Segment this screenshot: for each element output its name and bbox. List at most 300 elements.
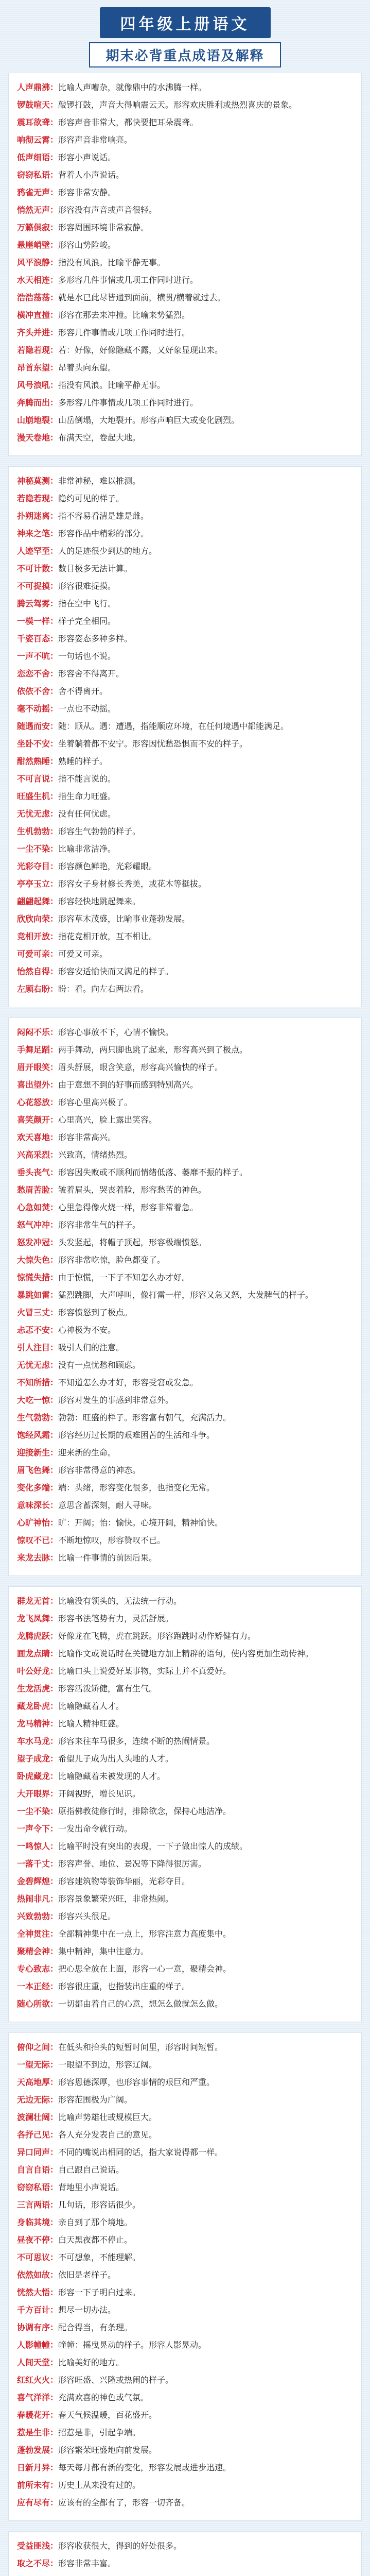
idiom-definition: 形容范围极为广阔。 bbox=[58, 2095, 133, 2105]
idiom-entry bbox=[17, 842, 353, 856]
idiom-term: 金碧辉煌： bbox=[17, 1876, 59, 1886]
idiom-entry bbox=[17, 492, 353, 505]
idiom-term: 龙飞凤舞： bbox=[17, 1614, 59, 1623]
idiom-term: 喜出望外： bbox=[17, 1080, 59, 1090]
idiom-entry bbox=[17, 2285, 353, 2299]
idiom-term: 欢天喜地： bbox=[17, 1132, 59, 1142]
idiom-term: 自言自语： bbox=[17, 2165, 59, 2175]
idiom-term: 全神贯注： bbox=[17, 1929, 59, 1939]
idiom-entry bbox=[17, 115, 353, 129]
idiom-entry bbox=[17, 1717, 353, 1731]
idiom-term: 手舞足蹈： bbox=[17, 1045, 59, 1055]
idiom-term: 怒发冲冠： bbox=[17, 1238, 59, 1247]
idiom-definition: 形容女子身材修长秀美，或花木等挺拔。 bbox=[58, 879, 207, 889]
idiom-definition: 各人充分发表自己的意见。 bbox=[58, 2130, 157, 2140]
idiom-definition: 全部精神集中在一点上，形容注意力高度集中。 bbox=[58, 1929, 232, 1939]
idiom-term: 春暖花开： bbox=[17, 2410, 59, 2420]
idiom-term: 日新月异： bbox=[17, 2463, 59, 2472]
idiom-definition: 形容活泼矫健，富有生气。 bbox=[58, 1684, 157, 1693]
idiom-entry bbox=[17, 1025, 353, 1039]
idiom-term: 恍然大悟： bbox=[17, 2287, 59, 2297]
idiom-entry bbox=[17, 2215, 353, 2229]
idiom-definition: 没有任何忧虑。 bbox=[58, 809, 116, 819]
idiom-entry bbox=[17, 2426, 353, 2439]
idiom-section-2 bbox=[8, 466, 362, 1007]
idiom-term: 龙马精神： bbox=[17, 1719, 59, 1728]
idiom-entry bbox=[17, 1270, 353, 1284]
idiom-term: 一尘不染： bbox=[17, 1806, 59, 1816]
idiom-definition: 形容很庄重，也指装出庄重的样子。 bbox=[58, 1981, 190, 1991]
idiom-entry bbox=[17, 291, 353, 304]
idiom-section-3 bbox=[8, 1018, 362, 1576]
idiom-definition: 比喻隐藏着未被发现的人才。 bbox=[58, 1771, 166, 1781]
idiom-entry bbox=[17, 859, 353, 873]
idiom-term: 红红火火： bbox=[17, 2375, 59, 2385]
idiom-definition: 比喻人精神旺盛。 bbox=[58, 1719, 125, 1728]
idiom-definition: 形容建筑物等装饰华丽，光彩夺目。 bbox=[58, 1876, 190, 1886]
idiom-entry bbox=[17, 2355, 353, 2369]
idiom-entry bbox=[17, 98, 353, 112]
idiom-entry bbox=[17, 824, 353, 838]
idiom-definition: 不断地惊叹，形容赞叹不已。 bbox=[58, 1535, 166, 1545]
idiom-entry bbox=[17, 1130, 353, 1144]
idiom-entry bbox=[17, 2250, 353, 2264]
page-title: 四年级上册语文 bbox=[100, 7, 271, 38]
idiom-term: 垂头丧气： bbox=[17, 1167, 59, 1177]
idiom-entry bbox=[17, 1235, 353, 1249]
idiom-entry bbox=[17, 1752, 353, 1766]
idiom-term: 生机勃勃： bbox=[17, 826, 59, 836]
idiom-term: 天高地厚： bbox=[17, 2077, 59, 2087]
idiom-entry bbox=[17, 597, 353, 611]
idiom-entry bbox=[17, 185, 353, 199]
idiom-definition: 形容在那去来冲撞。比喻来势猛烈。 bbox=[58, 310, 190, 320]
idiom-definition: 形容经历过长期的艰难困苦的生活和斗争。 bbox=[58, 1430, 215, 1440]
idiom-entry bbox=[17, 2198, 353, 2212]
idiom-definition: 依旧是老样子。 bbox=[58, 2270, 116, 2280]
idiom-term: 火冒三丈： bbox=[17, 1308, 59, 1317]
idiom-entry bbox=[17, 1393, 353, 1407]
idiom-entry bbox=[17, 2128, 353, 2142]
idiom-term: 车水马龙： bbox=[17, 1736, 59, 1746]
idiom-definition: 意思含蓄深刻，耐人寻味。 bbox=[58, 1500, 157, 1510]
idiom-definition: 山岳倒塌，大地裂开。形容声响巨大或变化剧烈。 bbox=[58, 415, 240, 425]
idiom-term: 人间天堂： bbox=[17, 2358, 59, 2367]
idiom-entry bbox=[17, 632, 353, 646]
idiom-entry bbox=[17, 2443, 353, 2457]
idiom-term: 窃窃私语： bbox=[17, 2182, 59, 2192]
idiom-entry bbox=[17, 702, 353, 716]
idiom-definition: 兴致高，情绪热烈。 bbox=[58, 1150, 133, 1160]
idiom-entry bbox=[17, 80, 353, 94]
idiom-definition: 比喻美好的地方。 bbox=[58, 2358, 125, 2367]
idiom-definition: 比喻非常洁净。 bbox=[58, 844, 116, 854]
idiom-entry bbox=[17, 912, 353, 926]
idiom-definition: 原指佛教徒修行时，排除欲念，保持心地洁净。 bbox=[58, 1806, 232, 1816]
idiom-entry bbox=[17, 2040, 353, 2054]
idiom-term: 千方百计： bbox=[17, 2305, 59, 2315]
idiom-definition: 几句话，形容话很少。 bbox=[58, 2200, 141, 2210]
idiom-term: 一尘不染： bbox=[17, 844, 59, 854]
idiom-entry bbox=[17, 256, 353, 269]
idiom-definition: 指没有风浪。比喻平静无事。 bbox=[58, 258, 166, 267]
idiom-entry bbox=[17, 150, 353, 164]
idiom-definition: 一眼望不到边，形容辽阔。 bbox=[58, 2060, 157, 2070]
idiom-entry bbox=[17, 1533, 353, 1547]
idiom-entry bbox=[17, 221, 353, 234]
idiom-term: 受益匪浅： bbox=[17, 2541, 59, 2551]
idiom-definition: 两手舞动，两只脚也跳了起来，形容高兴到了极点。 bbox=[58, 1045, 248, 1055]
idiom-term: 画龙点睛： bbox=[17, 1649, 59, 1658]
idiom-definition: 迎来新的生命。 bbox=[58, 1448, 116, 1458]
idiom-entry bbox=[17, 1376, 353, 1389]
idiom-definition: 想尽一切办法。 bbox=[58, 2305, 116, 2315]
idiom-term: 异口同声： bbox=[17, 2147, 59, 2157]
idiom-definition: 比喻隐藏着人才。 bbox=[58, 1701, 125, 1711]
idiom-definition: 亲自到了那个境地。 bbox=[58, 2217, 133, 2227]
idiom-term: 应有尽有： bbox=[17, 2498, 59, 2507]
idiom-entry bbox=[17, 807, 353, 821]
idiom-entry bbox=[17, 1060, 353, 1074]
idiom-definition: 形容非常得意的神态。 bbox=[58, 1465, 141, 1475]
idiom-definition: 形容周围环境非常寂静。 bbox=[58, 223, 149, 232]
idiom-entry bbox=[17, 203, 353, 217]
idiom-entry bbox=[17, 2075, 353, 2089]
idiom-term: 可爱可亲： bbox=[17, 949, 59, 959]
idiom-term: 引人注目： bbox=[17, 1343, 59, 1352]
idiom-entry bbox=[17, 1113, 353, 1127]
idiom-definition: 比喻口头上说爱好某事物，实际上并不真爱好。 bbox=[58, 1666, 232, 1676]
idiom-entry bbox=[17, 1306, 353, 1319]
idiom-definition: 希望儿子成为出人头地的人才。 bbox=[58, 1754, 174, 1764]
idiom-term: 蓬勃发展： bbox=[17, 2445, 59, 2455]
idiom-definition: 由于意想不到的好事而感到特别高兴。 bbox=[58, 1080, 199, 1090]
idiom-definition: 由于惊慌，一下子不知怎么办才好。 bbox=[58, 1273, 190, 1282]
idiom-term: 三言两语： bbox=[17, 2200, 59, 2210]
idiom-entry bbox=[17, 1857, 353, 1871]
idiom-entry bbox=[17, 667, 353, 681]
idiom-term: 藏龙卧虎： bbox=[17, 1701, 59, 1711]
idiom-definition: 每天每月都有新的变化，形容发展或进步迅速。 bbox=[58, 2463, 232, 2472]
idiom-entry bbox=[17, 509, 353, 523]
idiom-entry bbox=[17, 273, 353, 287]
idiom-definition: 形容声音非常大，都快要把耳朵震聋。 bbox=[58, 117, 199, 127]
idiom-term: 饱经风霜： bbox=[17, 1430, 59, 1440]
idiom-entry bbox=[17, 2338, 353, 2352]
idiom-term: 兴高采烈： bbox=[17, 1150, 59, 1160]
idiom-term: 变化多端： bbox=[17, 1483, 59, 1493]
idiom-entry bbox=[17, 1411, 353, 1425]
idiom-entry bbox=[17, 378, 353, 392]
idiom-term: 一落千丈： bbox=[17, 1859, 59, 1869]
idiom-definition: 比喻平时没有突出的表现，一下子做出惊人的成绩。 bbox=[58, 1841, 248, 1851]
idiom-term: 忐忑不安： bbox=[17, 1325, 59, 1335]
idiom-term: 悬崖峭壁： bbox=[17, 240, 59, 250]
sections-container bbox=[8, 73, 362, 2576]
idiom-definition: 一点也不动摇。 bbox=[58, 704, 116, 714]
idiom-term: 卧虎藏龙： bbox=[17, 1771, 59, 1781]
idiom-definition: 形容心事放不下，心情不愉快。 bbox=[58, 1027, 174, 1037]
idiom-definition: 样子完全相同。 bbox=[58, 616, 116, 626]
idiom-term: 依然如故： bbox=[17, 2270, 59, 2280]
idiom-entry bbox=[17, 1664, 353, 1678]
idiom-entry bbox=[17, 308, 353, 322]
idiom-term: 腾云驾雾： bbox=[17, 599, 59, 608]
idiom-definition: 应该有的全都有了，形容一切齐备。 bbox=[58, 2498, 190, 2507]
idiom-term: 一鸣惊人： bbox=[17, 1841, 59, 1851]
idiom-term: 兴致勃勃： bbox=[17, 1911, 59, 1921]
idiom-entry bbox=[17, 1183, 353, 1197]
idiom-entry bbox=[17, 2303, 353, 2317]
idiom-term: 不可言说： bbox=[17, 774, 59, 784]
idiom-entry bbox=[17, 789, 353, 803]
idiom-term: 水天相连： bbox=[17, 275, 59, 285]
idiom-definition: 一切都由着自己的心意，想怎么做就怎么做。 bbox=[58, 1999, 223, 2009]
idiom-entry bbox=[17, 754, 353, 768]
idiom-term: 齐头并进： bbox=[17, 328, 59, 337]
idiom-entry bbox=[17, 1892, 353, 1906]
idiom-entry bbox=[17, 1979, 353, 1993]
idiom-entry bbox=[17, 133, 353, 147]
idiom-entry bbox=[17, 1682, 353, 1696]
idiom-definition: 不同的嘴说出相同的话，指大家说得都一样。 bbox=[58, 2147, 223, 2157]
idiom-section-4 bbox=[8, 1586, 362, 2022]
idiom-definition: 比喻作文或说话时在关键地方加上精辟的语句，使内容更加生动传神。 bbox=[58, 1649, 314, 1658]
idiom-term: 扑朔迷离： bbox=[17, 511, 59, 521]
idiom-definition: 招惹是非，引起争端。 bbox=[58, 2428, 141, 2437]
idiom-definition: 形容心里高兴极了。 bbox=[58, 1097, 133, 1107]
idiom-entry bbox=[17, 894, 353, 908]
idiom-entry bbox=[17, 1498, 353, 1512]
idiom-definition: 敲锣打鼓，声音大得响震云天。形容欢庆胜利或热烈喜庆的景象。 bbox=[58, 100, 297, 110]
idiom-entry bbox=[17, 579, 353, 593]
idiom-entry bbox=[17, 1165, 353, 1179]
idiom-definition: 指生命力旺盛。 bbox=[58, 791, 116, 801]
idiom-section-6 bbox=[8, 2531, 362, 2576]
idiom-term: 随遇而安： bbox=[17, 721, 59, 731]
idiom-entry bbox=[17, 982, 353, 996]
idiom-term: 光彩夺目： bbox=[17, 861, 59, 871]
idiom-term: 心旷神怡： bbox=[17, 1518, 59, 1528]
idiom-entry bbox=[17, 2320, 353, 2334]
idiom-term: 暴跳如雷： bbox=[17, 1290, 59, 1300]
idiom-entry bbox=[17, 1428, 353, 1442]
idiom-term: 叶公好龙： bbox=[17, 1666, 59, 1676]
idiom-entry bbox=[17, 2093, 353, 2107]
idiom-term: 若隐若现： bbox=[17, 494, 59, 503]
idiom-entry bbox=[17, 1769, 353, 1783]
idiom-entry bbox=[17, 1647, 353, 1660]
idiom-definition: 形容收获很大，得到的好处很多。 bbox=[58, 2541, 182, 2551]
idiom-term: 龙腾虎跃： bbox=[17, 1631, 59, 1641]
idiom-definition: 一句话也不说。 bbox=[58, 651, 116, 661]
idiom-entry bbox=[17, 2233, 353, 2247]
idiom-term: 神来之笔： bbox=[17, 529, 59, 538]
idiom-definition: 形容因失败或不顺利而情绪低落、萎靡不振的样子。 bbox=[58, 1167, 248, 1177]
idiom-entry bbox=[17, 431, 353, 445]
idiom-definition: 心里高兴，脸上露出笑容。 bbox=[58, 1115, 157, 1125]
idiom-entry bbox=[17, 527, 353, 540]
idiom-entry bbox=[17, 1839, 353, 1853]
idiom-definition: 比喻声势雄壮或规模巨大。 bbox=[58, 2112, 157, 2122]
idiom-entry bbox=[17, 1446, 353, 1460]
idiom-definition: 形容草木茂盛，比喻事业蓬勃发展。 bbox=[58, 914, 190, 924]
idiom-term: 一声令下： bbox=[17, 1824, 59, 1834]
idiom-term: 心急如焚： bbox=[17, 1202, 59, 1212]
idiom-definition: 就是水已此尽皆通到面前，横贯/横着就过去。 bbox=[58, 293, 226, 302]
idiom-definition: 形容对发生的事感到非常意外。 bbox=[58, 1395, 174, 1405]
idiom-term: 神秘莫测： bbox=[17, 476, 59, 486]
idiom-entry bbox=[17, 1874, 353, 1888]
idiom-entry bbox=[17, 2556, 353, 2570]
idiom-entry bbox=[17, 2058, 353, 2072]
idiom-entry bbox=[17, 1288, 353, 1302]
idiom-term: 无忧无虑： bbox=[17, 1360, 59, 1370]
idiom-term: 喜笑颜开： bbox=[17, 1115, 59, 1125]
idiom-term: 窃窃私语： bbox=[17, 170, 59, 180]
idiom-term: 昂首东望： bbox=[17, 363, 59, 372]
idiom-entry bbox=[17, 238, 353, 252]
idiom-definition: 形容安适愉快而又满足的样子。 bbox=[58, 967, 174, 976]
idiom-definition: 形容兴头很足。 bbox=[58, 1911, 116, 1921]
header bbox=[8, 7, 362, 67]
idiom-entry bbox=[17, 947, 353, 961]
idiom-definition: 形容恩德深厚，也形容事情的艰巨和严重。 bbox=[58, 2077, 215, 2087]
idiom-definition: 背着人小声说话。 bbox=[58, 170, 125, 180]
idiom-term: 生龙活虎： bbox=[17, 1684, 59, 1693]
idiom-term: 一本正经： bbox=[17, 1981, 59, 1991]
idiom-definition: 在低头和抬头的短暂时间里，形容时间短暂。 bbox=[58, 2042, 223, 2052]
idiom-entry bbox=[17, 1909, 353, 1923]
idiom-definition: 自己跟自己说话。 bbox=[58, 2165, 125, 2175]
idiom-definition: 布满天空，卷起大地。 bbox=[58, 433, 141, 443]
idiom-term: 翩翩起舞： bbox=[17, 896, 59, 906]
idiom-term: 大惊失色： bbox=[17, 1255, 59, 1265]
idiom-definition: 舍不得离开。 bbox=[58, 686, 108, 696]
idiom-term: 漫天卷地： bbox=[17, 433, 59, 443]
idiom-definition: 形容景象繁荣兴旺，非常热闹。 bbox=[58, 1894, 174, 1904]
idiom-entry bbox=[17, 719, 353, 733]
idiom-term: 不可计数： bbox=[17, 564, 59, 573]
idiom-entry bbox=[17, 1148, 353, 1162]
idiom-term: 酣然熟睡： bbox=[17, 756, 59, 766]
idiom-entry bbox=[17, 2408, 353, 2422]
idiom-entry bbox=[17, 413, 353, 427]
idiom-entry bbox=[17, 361, 353, 375]
idiom-term: 热闹非凡： bbox=[17, 1894, 59, 1904]
idiom-entry bbox=[17, 1095, 353, 1109]
idiom-term: 怒气冲冲： bbox=[17, 1220, 59, 1230]
idiom-term: 亭亭玉立： bbox=[17, 879, 59, 889]
idiom-entry bbox=[17, 1594, 353, 1608]
idiom-term: 眉开眼笑： bbox=[17, 1062, 59, 1072]
idiom-term: 惹是生非： bbox=[17, 2428, 59, 2437]
idiom-definition: 历史上从来没有过的。 bbox=[58, 2480, 141, 2490]
idiom-section-1 bbox=[8, 73, 362, 456]
idiom-definition: 形容山势险峻。 bbox=[58, 240, 116, 250]
idiom-term: 旺盛生机： bbox=[17, 791, 59, 801]
idiom-entry bbox=[17, 1043, 353, 1057]
idiom-term: 锣鼓喧天： bbox=[17, 100, 59, 110]
idiom-definition: 形容来往车马很多，连续不断的热闹情景。 bbox=[58, 1736, 215, 1746]
idiom-term: 惊慌失措： bbox=[17, 1273, 59, 1282]
idiom-term: 恋恋不舍： bbox=[17, 669, 59, 679]
idiom-entry bbox=[17, 1551, 353, 1565]
idiom-definition: 集中精神，集中注意力。 bbox=[58, 1946, 149, 1956]
idiom-entry bbox=[17, 1200, 353, 1214]
idiom-entry bbox=[17, 2496, 353, 2510]
idiom-definition: 若：好像，好像隐藏不露，又好象显现出来。 bbox=[58, 345, 223, 355]
idiom-entry bbox=[17, 877, 353, 891]
idiom-definition: 形容繁荣旺盛地向前发展。 bbox=[58, 2445, 157, 2455]
idiom-term: 意味深长： bbox=[17, 1500, 59, 1510]
idiom-definition: 形容颜色鲜艳，光彩耀眼。 bbox=[58, 861, 157, 871]
idiom-term: 取之不尽： bbox=[17, 2558, 59, 2568]
idiom-term: 大开眼界： bbox=[17, 1789, 59, 1799]
idiom-definition: 心里急得像火烧一样，形容非常着急。 bbox=[58, 1202, 199, 1212]
idiom-term: 人迹罕至： bbox=[17, 546, 59, 556]
idiom-term: 闷闷不乐： bbox=[17, 1027, 59, 1037]
idiom-term: 协调有序： bbox=[17, 2323, 59, 2332]
idiom-definition: 没有一点忧愁和顾虑。 bbox=[58, 1360, 141, 1370]
idiom-term: 响彻云霄： bbox=[17, 135, 59, 145]
idiom-entry bbox=[17, 1787, 353, 1801]
idiom-definition: 不知道怎么办才好，形容受窘或发急。 bbox=[58, 1378, 199, 1387]
idiom-definition: 形容非常生气的样子。 bbox=[58, 1220, 141, 1230]
idiom-term: 风号浪吼： bbox=[17, 380, 59, 390]
idiom-entry bbox=[17, 1218, 353, 1232]
idiom-entry bbox=[17, 964, 353, 978]
idiom-entry bbox=[17, 1253, 353, 1267]
idiom-term: 一模一样： bbox=[17, 616, 59, 626]
idiom-entry bbox=[17, 562, 353, 575]
idiom-entry bbox=[17, 2268, 353, 2282]
idiom-definition: 指没有风浪。比喻平静无事。 bbox=[58, 380, 166, 390]
idiom-definition: 皱着眉头，哭丧着脸，形容愁苦的神色。 bbox=[58, 1185, 207, 1195]
idiom-definition: 指花竞相开放，互不相让。 bbox=[58, 931, 157, 941]
idiom-entry bbox=[17, 1997, 353, 2011]
idiom-term: 生气勃勃： bbox=[17, 1413, 59, 1422]
idiom-entry bbox=[17, 2478, 353, 2492]
idiom-term: 不可思议： bbox=[17, 2252, 59, 2262]
idiom-definition: 指在空中飞行。 bbox=[58, 599, 116, 608]
idiom-definition: 熟睡的样子。 bbox=[58, 756, 108, 766]
idiom-definition: 勃勃：旺盛的样子。形容富有朝气，充满活力。 bbox=[58, 1413, 232, 1422]
idiom-term: 万籁俱寂： bbox=[17, 223, 59, 232]
idiom-definition: 幢幢：摇曳晃动的样子。形容人影晃动。 bbox=[58, 2340, 207, 2350]
idiom-definition: 数目极多无法计算。 bbox=[58, 564, 133, 573]
idiom-definition: 形容非常丰富。 bbox=[58, 2558, 116, 2568]
idiom-term: 喜气洋洋： bbox=[17, 2393, 59, 2402]
idiom-entry bbox=[17, 772, 353, 786]
idiom-term: 不知所措： bbox=[17, 1378, 59, 1387]
idiom-entry bbox=[17, 1804, 353, 1818]
idiom-entry bbox=[17, 1612, 353, 1625]
idiom-section-5 bbox=[8, 2032, 362, 2521]
idiom-definition: 把心思全放在上面，形容一心一意，聚精会神。 bbox=[58, 1964, 232, 1974]
idiom-term: 无忧无虑： bbox=[17, 809, 59, 819]
idiom-definition: 比喻人声嘈杂，就像鼎中的水沸腾一样。 bbox=[58, 82, 207, 92]
idiom-definition: 充满欢喜的神色或气氛。 bbox=[58, 2393, 149, 2402]
idiom-term: 一声不吭： bbox=[17, 651, 59, 661]
page-subtitle: 期末必背重点成语及解释 bbox=[89, 42, 280, 67]
idiom-definition: 比喻没有领头的，无法统一行动。 bbox=[58, 1596, 182, 1606]
idiom-definition: 比喻一件事情的前因后果。 bbox=[58, 1553, 157, 1563]
idiom-term: 低声细语： bbox=[17, 152, 59, 162]
idiom-entry bbox=[17, 737, 353, 751]
idiom-entry bbox=[17, 1629, 353, 1643]
idiom-entry bbox=[17, 2461, 353, 2475]
